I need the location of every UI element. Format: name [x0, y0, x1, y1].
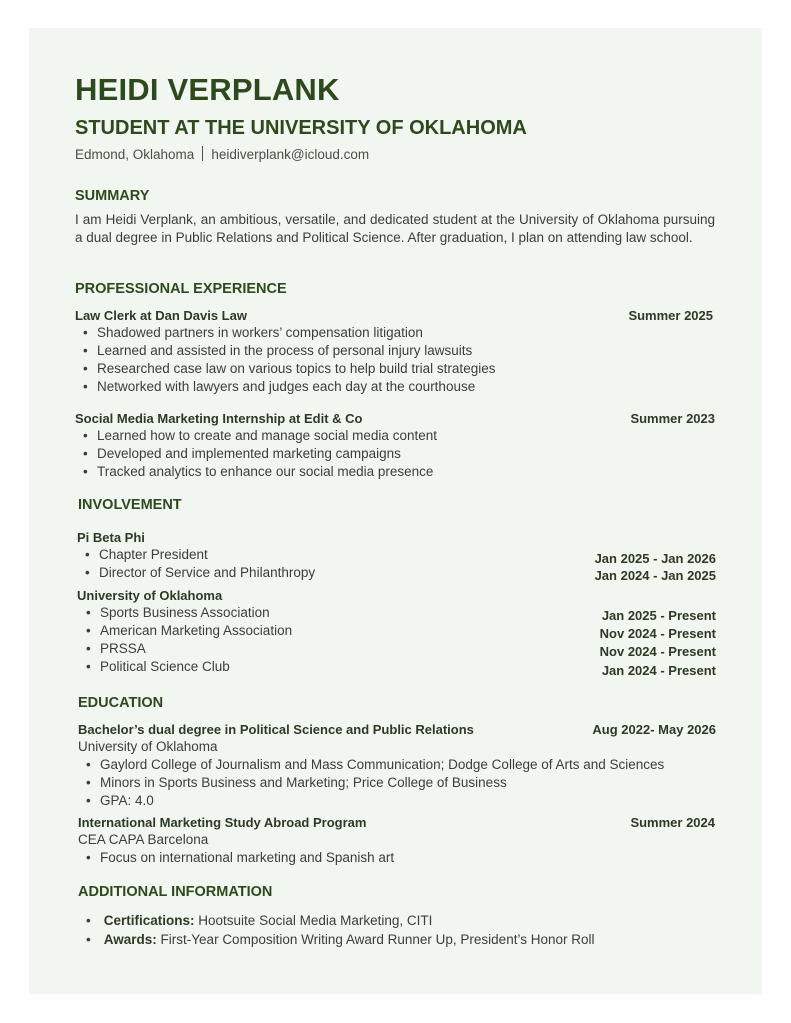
education-bullet: • Focus on international marketing and Spanish art — [87, 850, 394, 865]
degree-date: Aug 2022- May 2026 — [592, 722, 716, 737]
education-bullet: • Minors in Sports Business and Marketing; Price College of Business — [87, 775, 507, 790]
contact-divider — [202, 146, 203, 161]
org-name: University of Oklahoma — [77, 588, 223, 603]
school-name: CEA CAPA Barcelona — [78, 832, 209, 847]
additional-item — [87, 913, 432, 928]
experience-heading: PROFESSIONAL EXPERIENCE — [75, 281, 287, 297]
role-date: Jan 2024 - Jan 2025 — [594, 568, 716, 583]
job-date: Summer 2023 — [630, 411, 715, 426]
involvement-heading: INVOLVEMENT — [78, 497, 182, 513]
job-bullet: • Learned how to create and manage social media content — [84, 428, 437, 443]
email-link[interactable]: heidiverplank@icloud.com — [211, 147, 370, 162]
job-bullet: • Shadowed partners in workers’ compensation litigation — [84, 325, 423, 340]
resume-name: HEIDI VERPLANK — [75, 72, 340, 107]
program-date: Summer 2024 — [630, 815, 715, 830]
additional-item — [87, 932, 595, 947]
school-name: University of Oklahoma — [78, 739, 218, 754]
degree-title: Bachelor’s dual degree in Political Science and Public Relations — [78, 722, 474, 737]
role-item: • PRSSA — [87, 641, 146, 656]
awards-label: Awards: — [103, 932, 157, 947]
job-bullet: • Learned and assisted in the process of personal injury lawsuits — [84, 343, 472, 358]
role-date: Jan 2024 - Present — [601, 663, 716, 678]
role-date: Nov 2024 - Present — [599, 626, 716, 641]
location: Edmond, Oklahoma — [75, 147, 195, 162]
role-item: • Director of Service and Philanthropy — [86, 565, 315, 580]
education-bullet: • GPA: 4.0 — [87, 793, 154, 808]
education-heading: EDUCATION — [78, 695, 164, 711]
certifications-text: Hootsuite Social Media Marketing, CITI — [194, 913, 433, 928]
job-bullet: • Researched case law on various topics to help build trial strategies — [84, 361, 495, 376]
summary-heading: SUMMARY — [75, 188, 150, 204]
role-date: Jan 2025 - Present — [601, 608, 716, 623]
resume-subtitle: STUDENT AT THE UNIVERSITY OF OKLAHOMA — [75, 117, 527, 139]
role-item: • Political Science Club — [87, 659, 230, 674]
org-name: Pi Beta Phi — [77, 530, 145, 545]
role-item: • Sports Business Association — [87, 605, 270, 620]
job-date: Summer 2025 — [628, 308, 713, 323]
certifications-label: Certifications: — [103, 913, 195, 928]
job-bullet: • Tracked analytics to enhance our social media presence — [84, 464, 433, 479]
summary-text: I am Heidi Verplank, an ambitious, versatile, and dedicated student at the University of Oklahoma pursuing a dual degree in Public Relations and Political Science. After graduation, I plan on attending law school. — [75, 212, 715, 245]
role-date: Nov 2024 - Present — [599, 644, 716, 659]
job-title: Social Media Marketing Internship at Edit & Co — [75, 411, 363, 426]
program-title: International Marketing Study Abroad Program — [78, 815, 367, 830]
job-title: Law Clerk at Dan Davis Law — [75, 308, 247, 323]
role-item: • Chapter President — [86, 547, 208, 562]
role-date: Jan 2025 - Jan 2026 — [594, 551, 716, 566]
awards-text: First-Year Composition Writing Award Runner Up, President’s Honor Roll — [156, 932, 595, 947]
education-bullet: • Gaylord College of Journalism and Mass Communication; Dodge College of Arts and Sciences — [87, 757, 664, 772]
contact-line — [75, 146, 369, 162]
additional-heading: ADDITIONAL INFORMATION — [78, 884, 273, 900]
role-item: • American Marketing Association — [87, 623, 292, 638]
job-bullet: • Developed and implemented marketing campaigns — [84, 446, 401, 461]
job-bullet: • Networked with lawyers and judges each day at the courthouse — [84, 379, 475, 394]
